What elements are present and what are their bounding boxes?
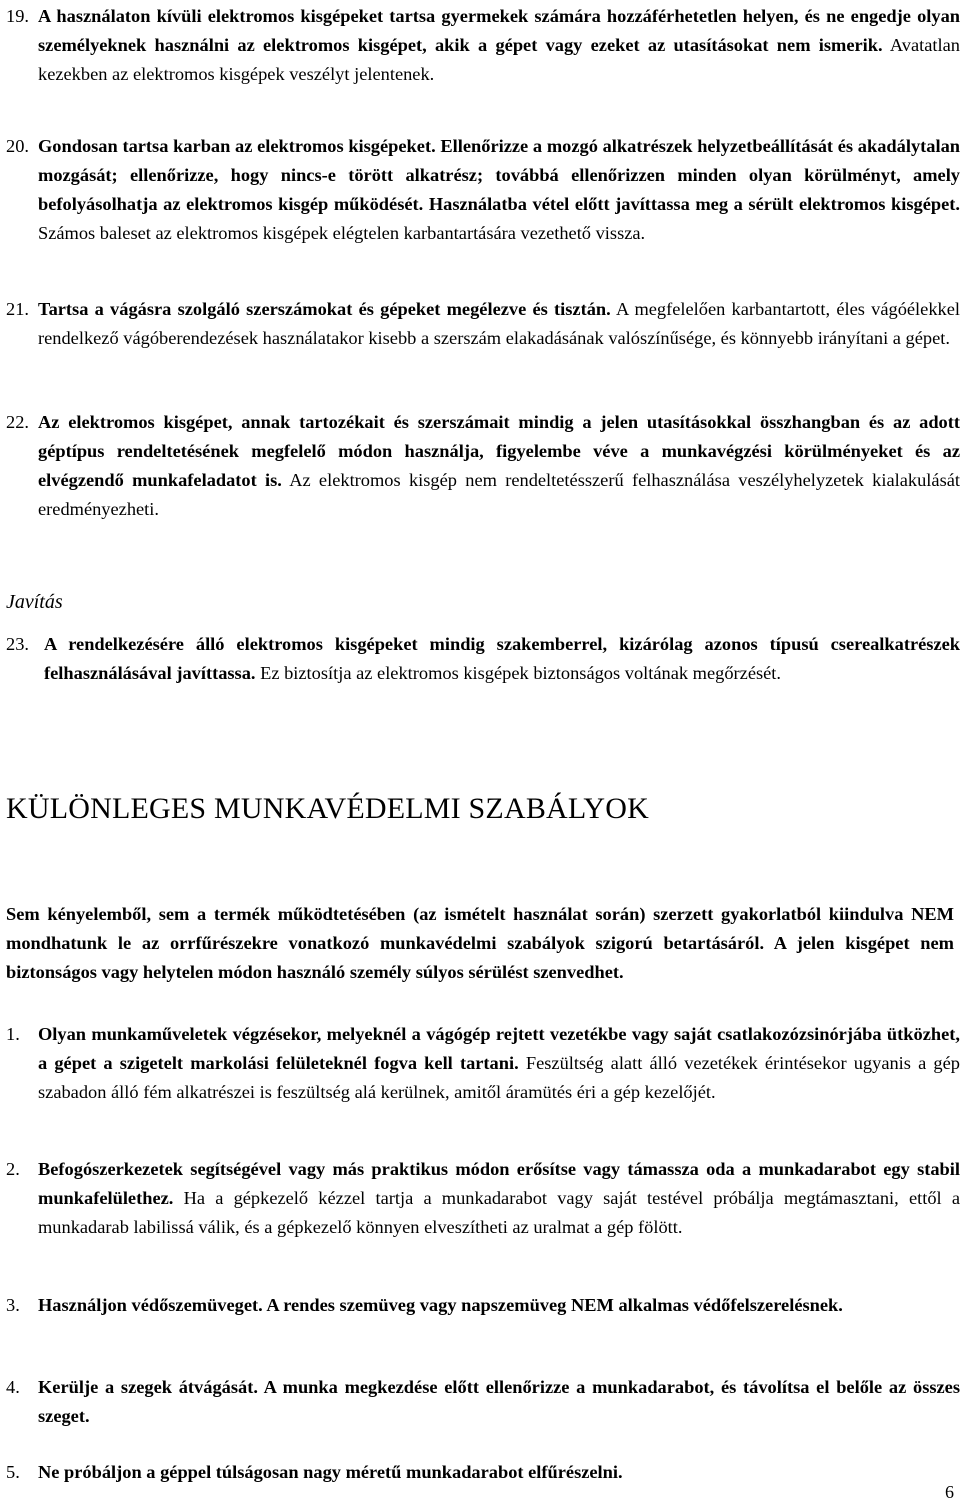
list-item-22 bbox=[0, 408, 960, 524]
rule-number: 5. bbox=[6, 1462, 20, 1482]
item-bold-text: Gondosan tartsa karban az elektromos kisgépeket. Ellenőrizze a mozgó alkatrészek helyzetbeállítását és akadálytalan mozgását; ellenőrizze, hogy nincs-e törött alkatrész; továbbá ellenőrizzen minden olyan körülményt, amely befolyásolhatja az elektromos kisgép működését. Használatba vétel előtt javíttassa meg a sérült elektromos kisgépet. bbox=[38, 136, 960, 214]
list-item-21 bbox=[0, 295, 960, 353]
rule-normal-text: Feszültség alatt álló vezetékek érintésekor ugyanis a gép szabadon álló fém alkatrészei is feszültség alá kerülnek, amitől áramütés éri a gép kezelőjét. bbox=[38, 1053, 960, 1102]
rule-bold-text: Kerülje a szegek átvágását. A munka megkezdése előtt ellenőrizze a munkadarabot, és távolítsa el belőle az összes szeget. bbox=[38, 1377, 960, 1426]
rule-number: 1. bbox=[6, 1024, 20, 1044]
list-item-23 bbox=[0, 630, 960, 688]
section-title: Javítás bbox=[6, 591, 63, 613]
item-bold-text: Az elektromos kisgépet, annak tartozékait és szerszámait mindig a jelen utasításokkal összhangban és az adott géptípus rendeltetésének megfelelő módon használja, figyelembe véve a munkavégzési körülményeket és az elvégzendő munkafeladatot is. bbox=[38, 412, 960, 490]
item-number: 22. bbox=[6, 412, 29, 432]
item-normal-text: Az elektromos kisgép nem rendeltetésszerű felhasználása veszélyhelyzetek kialakulását eredményezheti. bbox=[38, 470, 960, 519]
rule-item-2 bbox=[0, 1155, 960, 1242]
list-item-20 bbox=[0, 132, 960, 248]
rule-bold-text: Olyan munkaműveletek végzésekor, melyeknél a vágógép rejtett vezetékbe vagy saját csatlakozózsinórjába ütközhet, a gépet a szigetelt markolási felületeknél fogva kell tartani. bbox=[38, 1024, 960, 1073]
intro-paragraph: Sem kényelemből, sem a termék működtetésében (az ismételt használat során) szerzett gyakorlatból kiindulva NEM mondhatunk le az orrfűrészekre vonatkozó munkavédelmi szabályok szigorú betartásáról. A jelen kisgépet nem biztonságos vagy helytelen módon használó személy súlyos sérülést szenvedhet. bbox=[6, 904, 954, 983]
rule-item-3 bbox=[0, 1291, 960, 1320]
list-item-19 bbox=[0, 2, 960, 89]
rule-number: 3. bbox=[6, 1295, 20, 1315]
rule-item-5 bbox=[0, 1458, 960, 1487]
item-normal-text: Avatatlan kezekben az elektromos kisgépek veszélyt jelentenek. bbox=[38, 35, 960, 84]
rule-normal-text: Ha a gépkezelő kézzel tartja a munkadarabot vagy saját testével próbálja megtámasztani, ettől a munkadarab labilissá válik, és a gépkezelő könnyen elveszítheti az uralmat a gép fölött. bbox=[38, 1188, 960, 1237]
rule-bold-text: Használjon védőszemüveget. A rendes szemüveg vagy napszemüveg NEM alkalmas védőfelszerelésnek. bbox=[38, 1295, 843, 1315]
rule-item-1 bbox=[0, 1020, 960, 1107]
rule-number: 4. bbox=[6, 1377, 20, 1397]
item-normal-text: Ez biztosítja az elektromos kisgépek biztonságos voltának megőrzését. bbox=[255, 663, 782, 683]
item-bold-text: A használaton kívüli elektromos kisgépeket tartsa gyermekek számára hozzáférhetetlen helyen, és ne engedje olyan személyeknek használni az elektromos kisgépet, akik a gépet vagy ezeket az utasításokat nem ismerik. bbox=[38, 6, 960, 55]
item-number: 21. bbox=[6, 299, 29, 319]
item-normal-text: Számos baleset az elektromos kisgépek elégtelen karbantartására vezethető vissza. bbox=[38, 223, 646, 243]
item-normal-text: A megfelelően karbantartott, éles vágóélekkel rendelkező vágóberendezések használatakor kisebb a szerszám elakadásának valószínűsége, és könnyebb irányítani a gépet. bbox=[38, 299, 960, 348]
item-number: 20. bbox=[6, 136, 29, 156]
rule-item-4 bbox=[0, 1373, 960, 1431]
main-heading: KÜLÖNLEGES MUNKAVÉDELMI SZABÁLYOK bbox=[6, 792, 650, 825]
item-number: 23. bbox=[6, 634, 29, 654]
rule-bold-text: Ne próbáljon a géppel túlságosan nagy méretű munkadarabot elfűrészelni. bbox=[38, 1462, 623, 1482]
item-bold-text: A rendelkezésére álló elektromos kisgépeket mindig szakemberrel, kizárólag azonos típusú cserealkatrészek felhasználásával javíttassa. bbox=[44, 634, 960, 683]
rule-bold-text: Befogószerkezetek segítségével vagy más praktikus módon erősítse vagy támassza oda a munkadarabot egy stabil munkafelülethez. bbox=[38, 1159, 960, 1208]
item-number: 19. bbox=[6, 6, 29, 26]
rule-number: 2. bbox=[6, 1159, 20, 1179]
item-bold-text: Tartsa a vágásra szolgáló szerszámokat és gépeket megélezve és tisztán. bbox=[38, 299, 611, 319]
page-number: 6 bbox=[945, 1482, 954, 1502]
